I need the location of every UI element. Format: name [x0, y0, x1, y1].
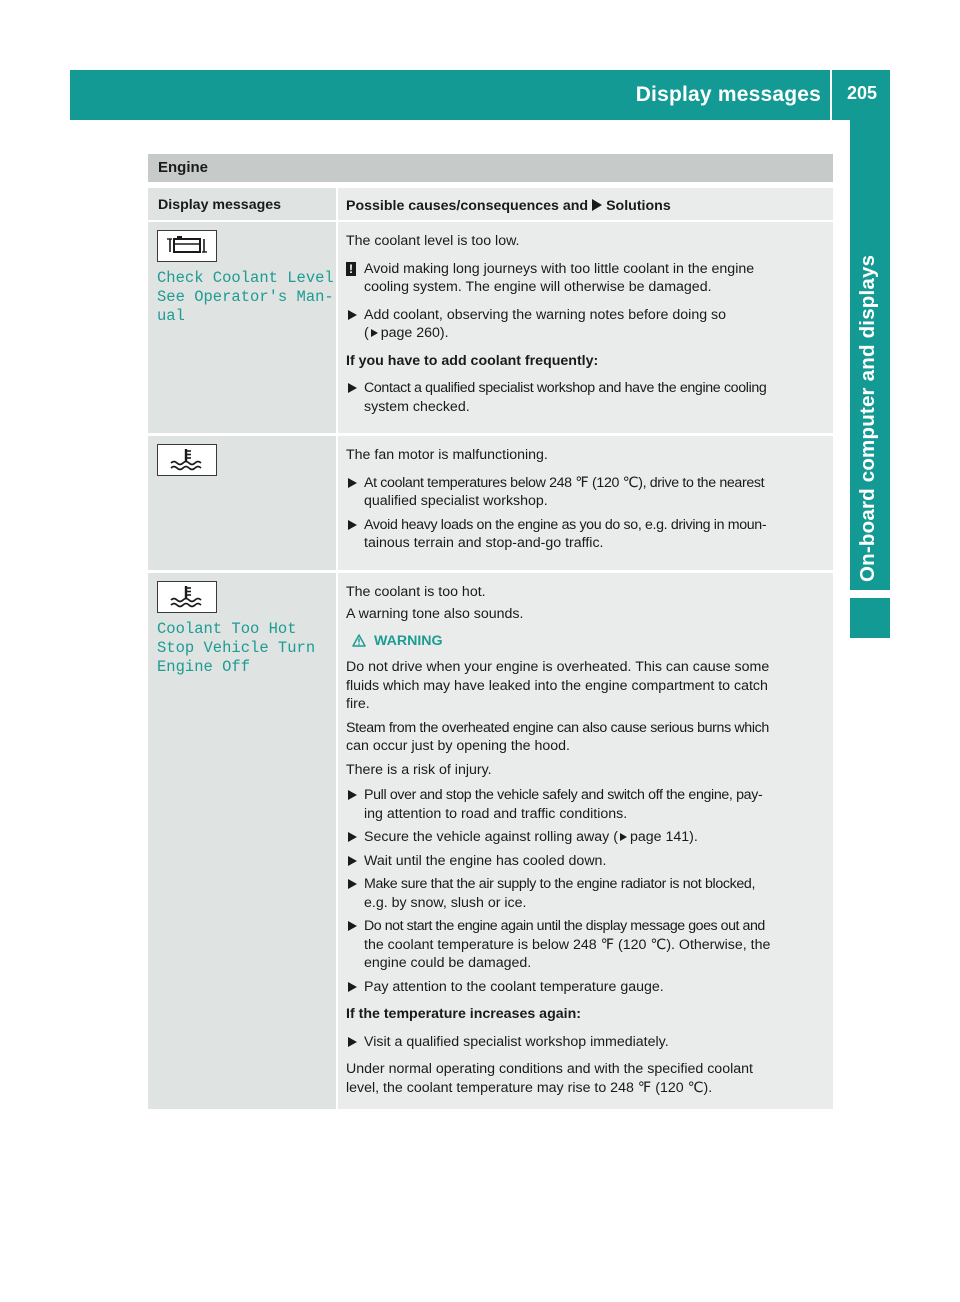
causes-solutions-cell: [337, 435, 833, 572]
exclamation-icon: !: [346, 262, 356, 276]
table-row: [148, 221, 833, 435]
action-step: Contact a qualified specialist workshop and have the engine cooling system checked.: [346, 379, 826, 416]
side-tab-label: On-board computer and displays: [856, 254, 879, 582]
material-damage-note: ! Avoid making long journeys with too little coolant in the engine cooling system. The engine will otherwise be damaged.: [346, 260, 826, 297]
action-step: Avoid heavy loads on the engine as you do so, e.g. driving in moun‐ tainous terrain and stop-and-go traffic.: [346, 516, 826, 553]
action-step: Pay attention to the coolant temperature gauge.: [346, 978, 826, 997]
display-cell: [148, 571, 337, 1111]
warning-text: Do not drive when your engine is overheated. This can cause some fluids which may have leaked into the engine compartment to catch fire.: [346, 659, 770, 712]
display-message-text: Coolant Too Hot Stop Vehicle Turn Engine Off: [157, 619, 316, 676]
table-row: [148, 435, 833, 572]
section-header: [148, 154, 833, 182]
coolant-reservoir-icon: [157, 230, 217, 262]
action-step: Pull over and stop the vehicle safely and switch off the engine, pay‐ ing attention to road and traffic conditions.: [346, 786, 826, 823]
warning-triangle-icon: [352, 634, 366, 647]
cause-text: The coolant is too hot. A warning tone also sounds.: [346, 583, 524, 622]
column-header-causes: Possible causes/consequences and: [346, 198, 589, 214]
action-arrow-icon: [348, 832, 357, 842]
action-arrow-icon: [348, 982, 357, 992]
causes-solutions-cell: [337, 221, 833, 435]
action-arrow-icon: [348, 383, 357, 393]
action-step: At coolant temperatures below 248 ℉ (120 ℃), drive to the nearest qualified specialist workshop.: [346, 474, 826, 511]
display-messages-table: [148, 188, 833, 1112]
side-tab-marker: [850, 598, 890, 638]
section-title: Engine: [158, 159, 209, 176]
coolant-temperature-icon: [157, 581, 217, 613]
column-header-causes-solutions: [337, 188, 833, 221]
action-arrow-icon: [592, 199, 602, 211]
action-arrow-icon: [348, 520, 357, 530]
subheading: If you have to add coolant frequently:: [346, 352, 599, 369]
warning-text: Steam from the overheated engine can also cause serious burns which can occur just by opening the hood.: [346, 719, 769, 754]
cause-text: The fan motor is malfunctioning.: [346, 447, 548, 463]
action-arrow-icon: [348, 310, 357, 320]
action-arrow-icon: [348, 856, 357, 866]
action-step: Add coolant, observing the warning notes before doing so ( page 260).: [346, 306, 826, 343]
action-arrow-icon: [348, 921, 357, 931]
page-number: 205: [846, 83, 878, 103]
closing-text: Under normal operating conditions and with the specified coolant level, the coolant temperature may rise to 248 ℉ (120 ℃).: [346, 1061, 753, 1096]
display-cell: [148, 221, 337, 435]
subheading: If the temperature increases again:: [346, 1006, 581, 1022]
action-arrow-icon: [348, 1037, 357, 1047]
action-arrow-icon: [348, 478, 357, 488]
warning-heading: WARNING: [346, 632, 826, 651]
action-arrow-icon: [348, 879, 357, 889]
display-cell: [148, 435, 337, 572]
page-header-title: Display messages: [635, 83, 821, 106]
causes-solutions-cell: [337, 571, 833, 1111]
table-row: [148, 571, 833, 1111]
action-step: Do not start the engine again until the display message goes out and the coolant temperature is below 248 ℉ (120 ℃). Otherwise, the engine could be damaged.: [346, 917, 826, 973]
cause-text: The coolant level is too low.: [346, 233, 520, 249]
page-reference-icon: [371, 329, 378, 337]
header-divider: [830, 70, 832, 120]
page-reference-icon: [620, 833, 627, 841]
coolant-temperature-icon: [157, 444, 217, 476]
page-header-bar: [70, 70, 890, 120]
action-arrow-icon: [348, 790, 357, 800]
warning-text: There is a risk of injury.: [346, 761, 492, 778]
display-message-text: Check Coolant Level See Operator's Man‐ ual: [157, 269, 334, 325]
action-step: Make sure that the air supply to the engine radiator is not blocked, e.g. by snow, slush or ice.: [346, 875, 826, 912]
table-header-row: [148, 188, 833, 221]
action-step: Wait until the engine has cooled down.: [346, 852, 826, 871]
action-step: Secure the vehicle against rolling away ( page 141).: [346, 828, 826, 847]
column-header-solutions: Solutions: [606, 198, 671, 214]
column-header-display-messages: Display messages: [148, 188, 337, 221]
action-step: Visit a qualified specialist workshop immediately.: [346, 1033, 826, 1052]
